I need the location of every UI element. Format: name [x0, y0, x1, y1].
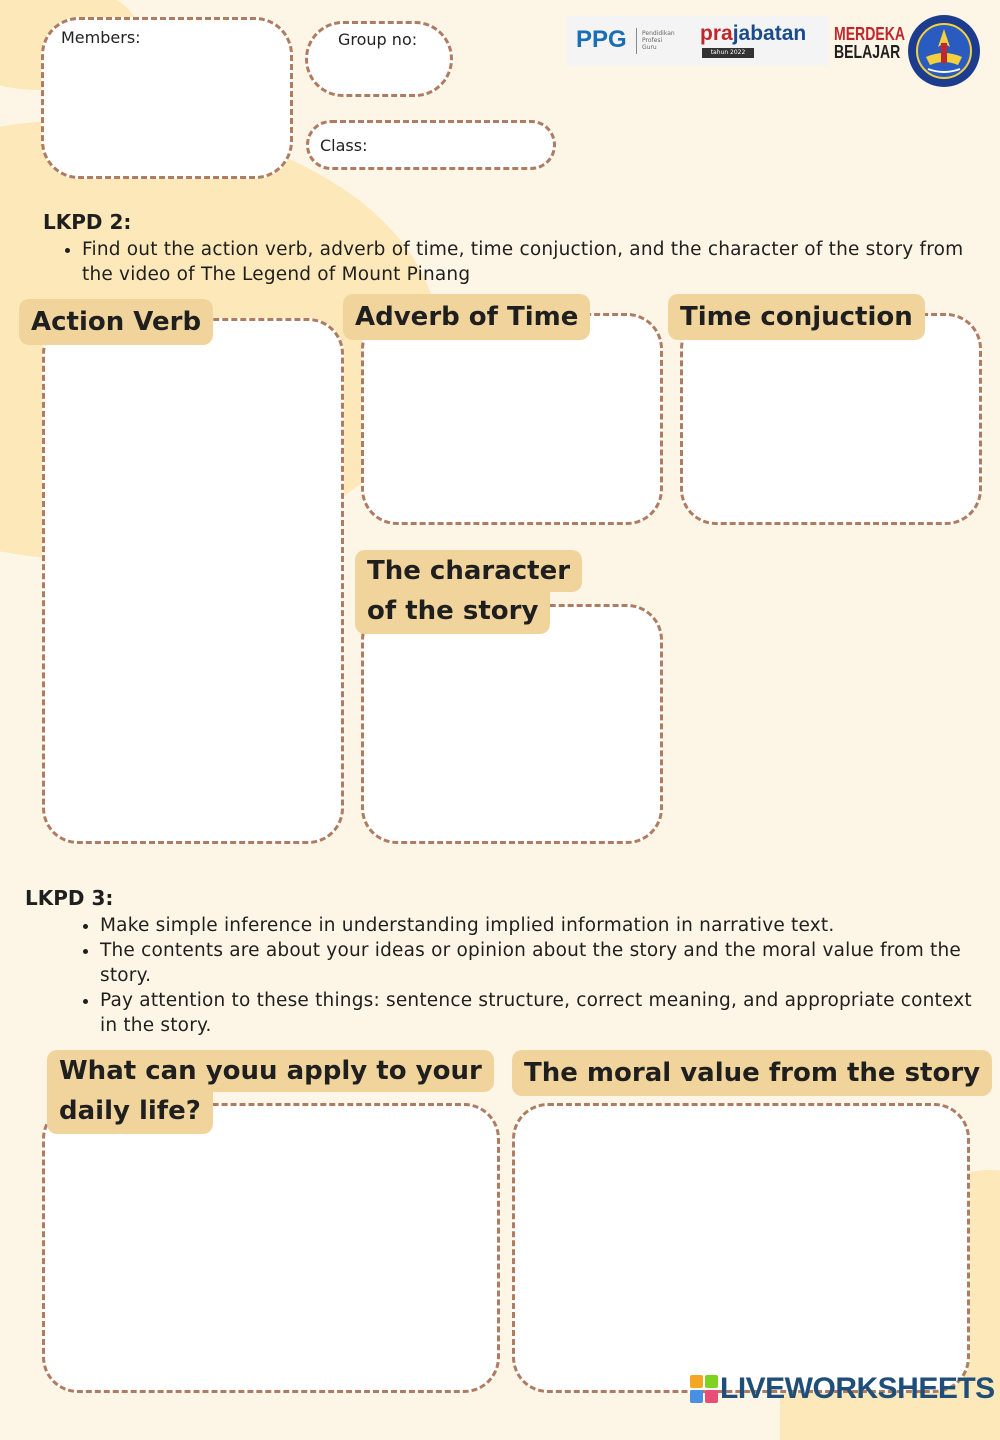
moral-value-box[interactable]: [512, 1103, 970, 1393]
ppg-logo: PPG: [576, 26, 627, 53]
adverb-of-time-label: Adverb of Time: [343, 294, 590, 340]
lkpd2-bullet: • Find out the action verb, adverb of time, time conjuction, and the character of the story from the video of The Legend of Mount Pinang: [82, 237, 982, 287]
apply-daily-life-label: [47, 1050, 494, 1134]
moral-value-label: The moral value from the story: [512, 1050, 992, 1096]
character-label: [355, 550, 582, 634]
liveworksheets-icon: [690, 1375, 718, 1403]
prajabatan-rest: jabatan: [732, 22, 807, 45]
apply-label-line2: daily life?: [47, 1092, 213, 1134]
group-number-label: Group no:: [338, 30, 418, 49]
prajabatan-logo: [700, 22, 806, 46]
apply-label-line1: What can youu apply to your: [47, 1050, 494, 1092]
prajabatan-prefix: pra: [700, 22, 733, 45]
time-conjunction-label: Time conjuction: [668, 294, 925, 340]
adverb-of-time-box[interactable]: [361, 313, 663, 525]
character-label-line2: of the story: [355, 592, 550, 634]
prajabatan-subtext: tahun 2022: [702, 48, 754, 58]
liveworksheets-text: LIVEWORKSHEETS: [720, 1372, 995, 1405]
action-verb-box[interactable]: [42, 318, 344, 844]
lkpd3-heading: LKPD 3:: [25, 886, 114, 910]
lkpd3-instructions: [80, 913, 990, 1038]
character-label-line1: The character: [355, 550, 582, 592]
lkpd3-bullet: • Make simple inference in understanding implied information in narrative text.: [100, 913, 990, 938]
action-verb-label: Action Verb: [19, 299, 213, 345]
merdeka-line2: BELAJAR: [834, 42, 901, 62]
members-label: Members:: [61, 28, 141, 47]
lkpd3-bullet: • The contents are about your ideas or opinion about the story and the moral value from the story.: [100, 938, 990, 988]
ppg-divider: [636, 28, 637, 54]
merdeka-line1: MERDEKA: [834, 24, 905, 44]
class-label: Class:: [320, 136, 368, 155]
ppg-subtext: Pendidikan Profesi Guru: [642, 30, 675, 51]
time-conjunction-box[interactable]: [680, 313, 982, 525]
lkpd2-heading: LKPD 2:: [43, 210, 132, 234]
apply-daily-life-box[interactable]: [42, 1103, 500, 1393]
liveworksheets-brand: [690, 1372, 995, 1406]
school-seal-icon: [906, 13, 982, 89]
merdeka-belajar-logo: [834, 25, 905, 61]
character-box[interactable]: [361, 604, 663, 844]
lkpd3-bullet: • Pay attention to these things: sentence structure, correct meaning, and appropriate context in the story.: [100, 988, 990, 1038]
lkpd2-instructions: [62, 237, 982, 287]
